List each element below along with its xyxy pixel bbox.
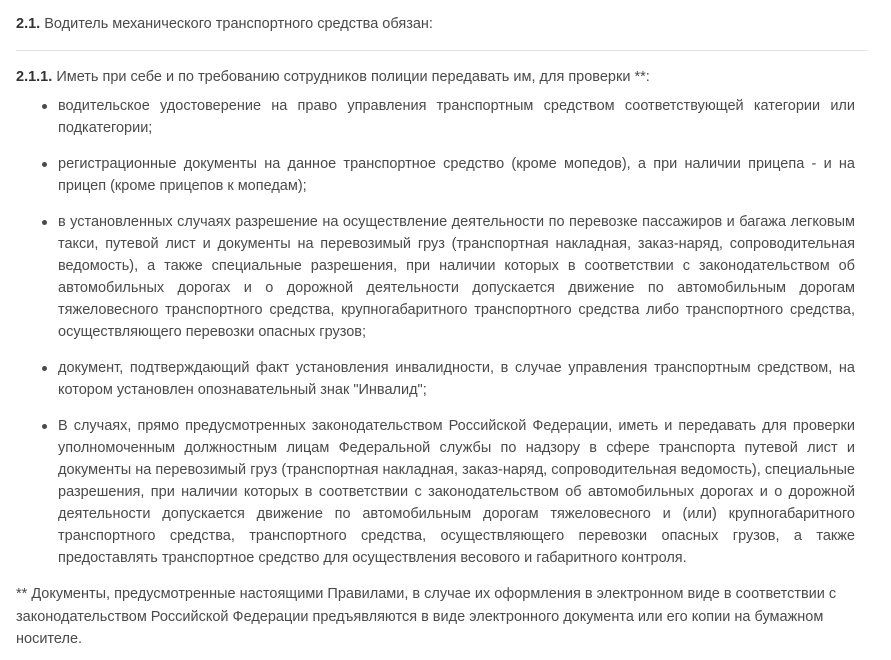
list-item: в установленных случаях разрешение на осуществление деятельности по перевозке пассажиров и багажа легковым такси, путевой лист и документы на перевозимый груз (транспортная накладная, заказ-наряд, сопроводительная ведомость), а также специальные разрешения, при наличии которых в соответствии с законодательством об автомобильных дорогах и о дорожной деятельности допускается движение по автомобильным дорогам тяжеловесного транспортного средства, крупногабаритного транспортного средства либо транспортного средства, осуществляющего перевозки опасных грузов; bbox=[42, 211, 867, 343]
list-item: водительское удостоверение на право управления транспортным средством соответствующей категории или подкатегории; bbox=[42, 95, 867, 139]
section-heading bbox=[16, 14, 867, 36]
list-item: документ, подтверждающий факт установления инвалидности, в случае управления транспортным средством, на котором установлен опознавательный знак "Инвалид"; bbox=[42, 357, 867, 401]
section-number: 2.1. bbox=[16, 16, 41, 32]
section-title: Водитель механического транспортного средства обязан: bbox=[44, 16, 433, 32]
clause-number: 2.1.1. bbox=[16, 68, 53, 85]
divider bbox=[16, 50, 867, 51]
requirements-list bbox=[16, 95, 867, 570]
footnote: ** Документы, предусмотренные настоящими Правилами, в случае их оформления в электронном виде в соответствии с законодательством Российской Федерации предъявляются в виде электронного документа или его копии на бумажном носителе. bbox=[16, 586, 837, 648]
clause-text: Иметь при себе и по требованию сотрудников полиции передавать им, для проверки **: bbox=[56, 68, 650, 85]
clause-heading bbox=[16, 67, 867, 89]
list-item: регистрационные документы на данное транспортное средство (кроме мопедов), а при наличии прицепа - и на прицеп (кроме прицепов к мопедам); bbox=[42, 153, 867, 197]
list-item: В случаях, прямо предусмотренных законодательством Российской Федерации, иметь и передавать для проверки уполномоченным должностным лицам Федеральной службы по надзору в сфере транспорта путевой лист и документы на перевозимый груз (транспортная накладная, заказ-наряд, сопроводительная ведомость), специальные разрешения, при наличии которых в соответствии с законодательством об автомобильных дорогах и о дорожной деятельности допускается движение по автомобильным дорогам тяжеловесного и (или) крупногабаритного транспортного средства, транспортного средства, осуществляющего перевозки опасных грузов, а также предоставлять транспортное средство для осуществления весового и габаритного контроля. bbox=[42, 415, 867, 569]
